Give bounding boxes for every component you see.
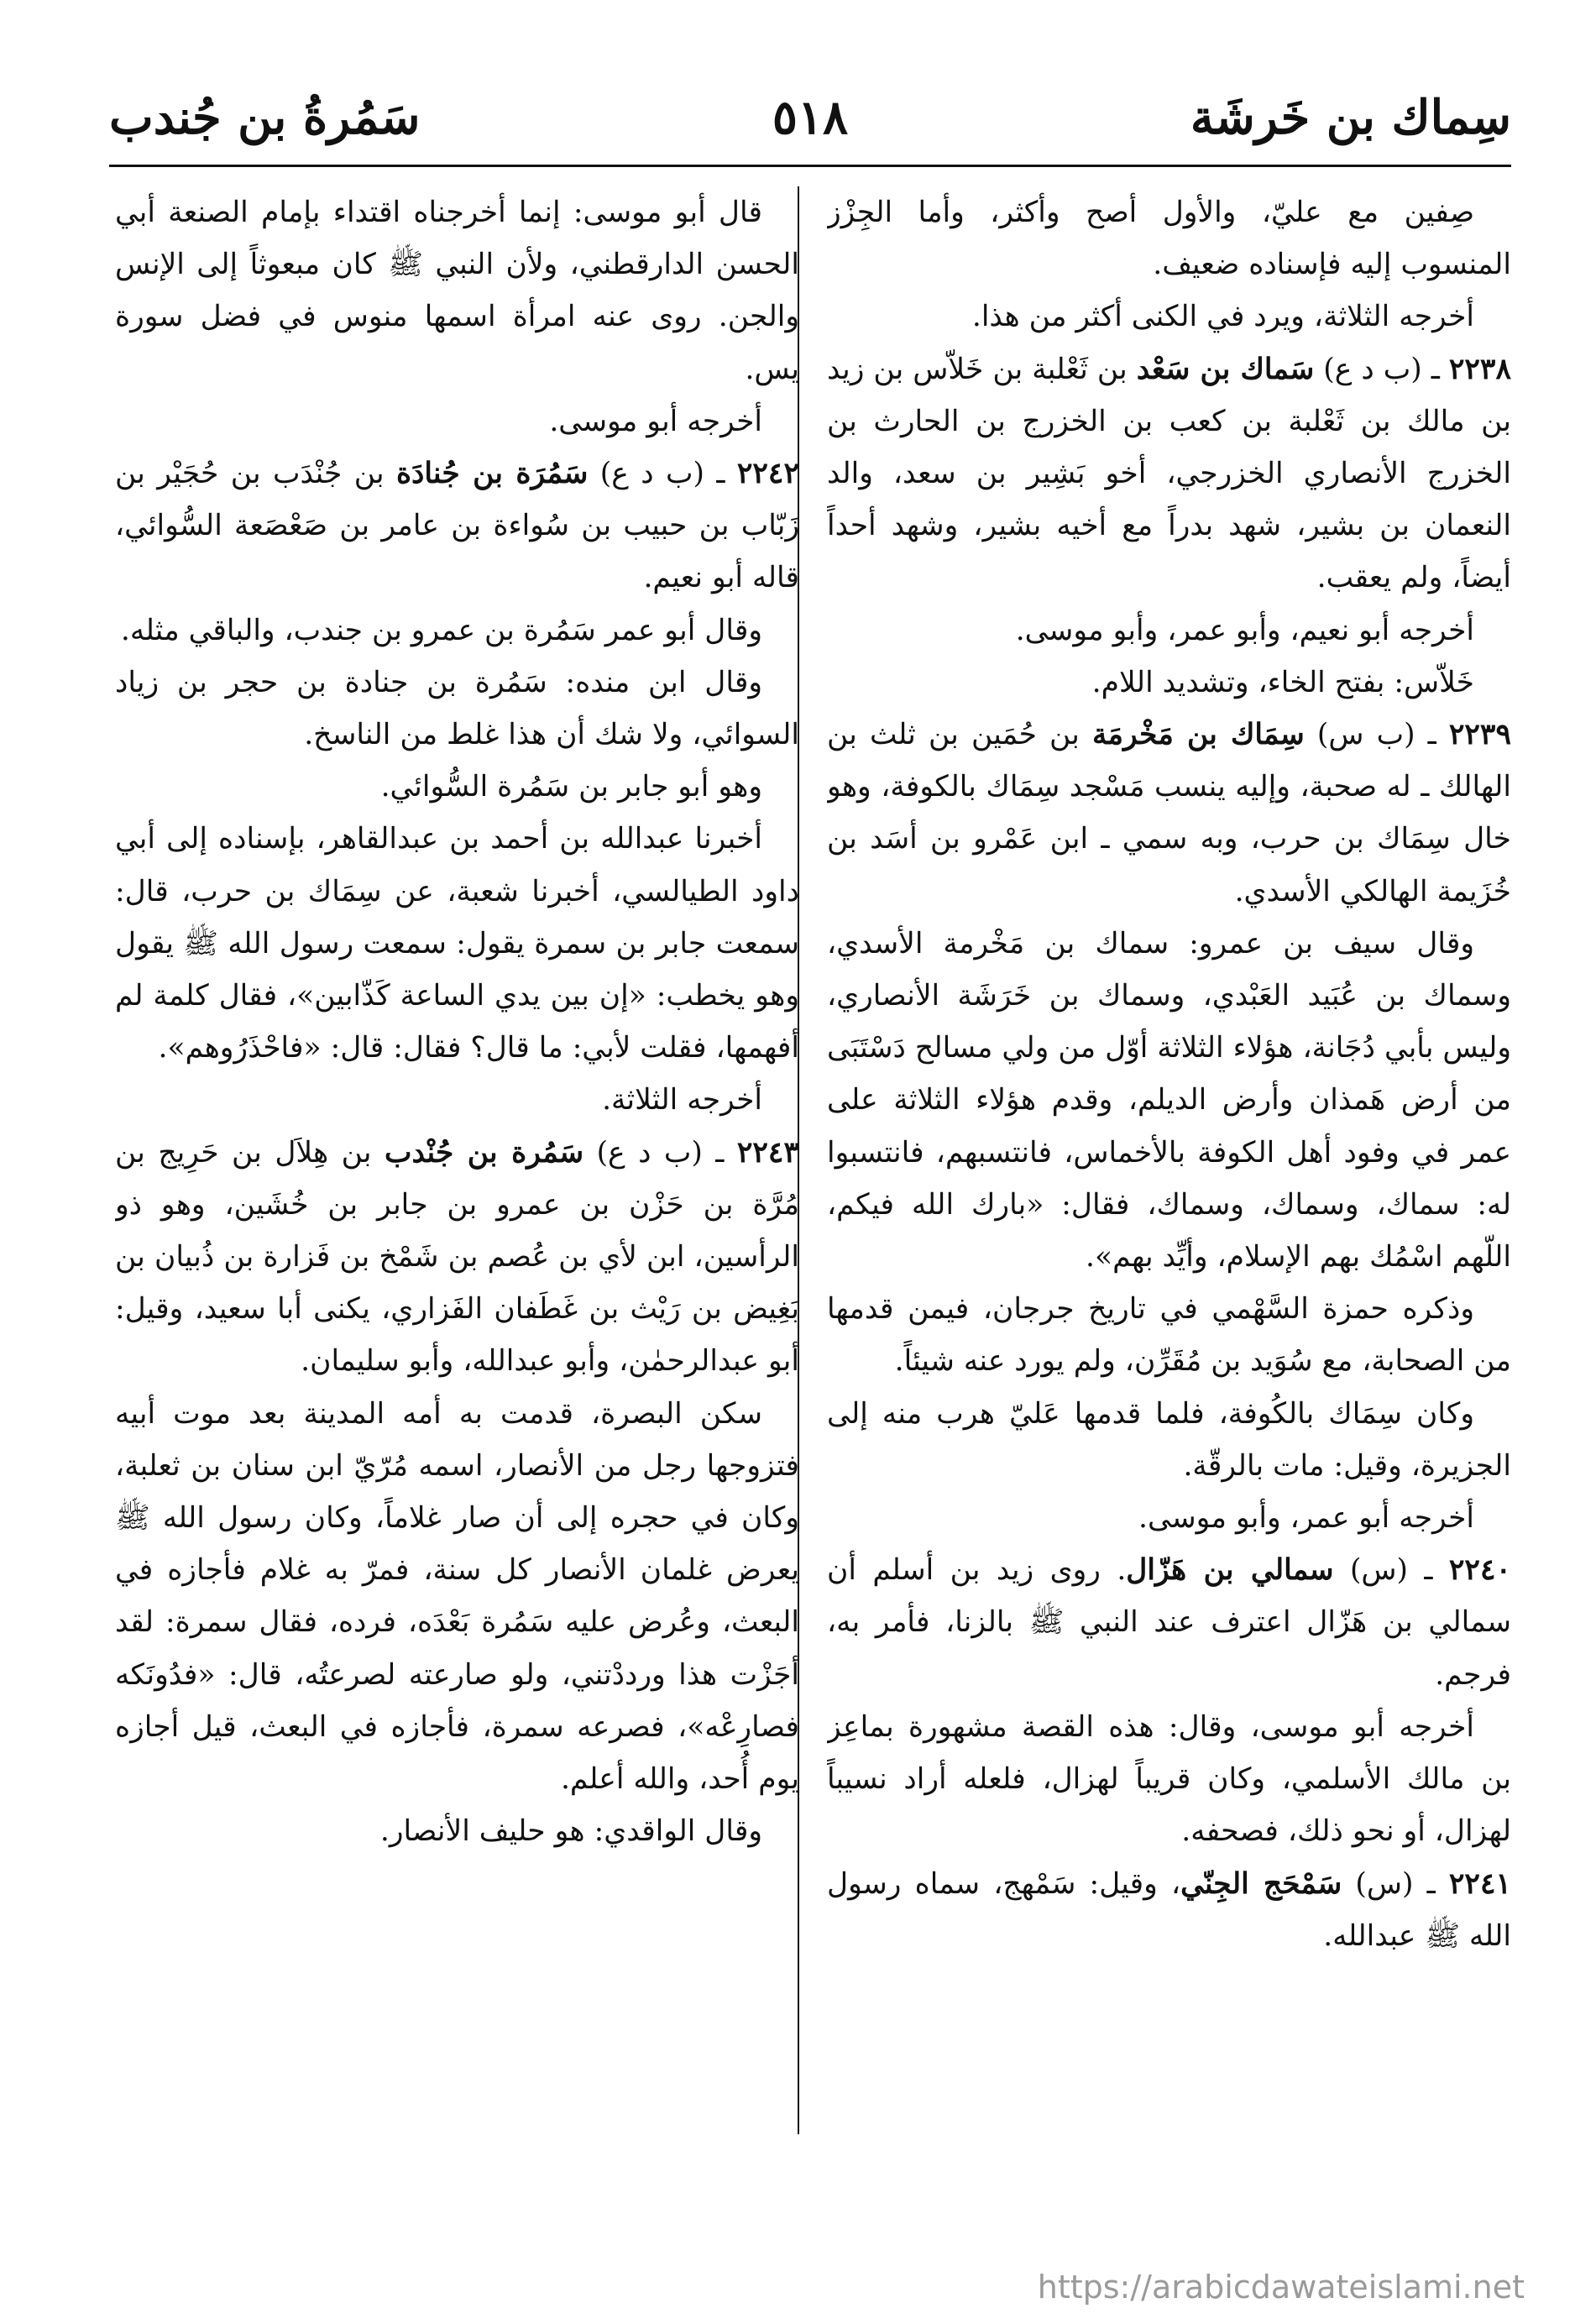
biography-entry	[827, 1544, 1511, 1701]
paragraph-text: أخرجه الثلاثة.	[602, 1083, 762, 1118]
paragraph-text: ، وقيل: سَمْهج، سماه رسول الله ﷺ عبدالله.	[827, 1866, 1511, 1953]
paragraph-text: وقال الواقدي: هو حليف الأنصار.	[379, 1814, 762, 1849]
paragraph-text: أخرجه أبو موسى، وقال: هذه القصة مشهورة بماعِز بن مالك الأسلمي، وكان قريباً لهزال، فلعله أراد نسيباً لهزال، أو نحو ذلك، فصحفه.	[827, 1709, 1511, 1849]
paragraph-text: أخرجه الثلاثة، ويرد في الكنى أكثر من هذا.	[971, 300, 1474, 334]
paragraph-text: أخبرنا عبدالله بن أحمد بن عبدالقاهر، بإسناده إلى أبي داود الطيالسي، أخبرنا شعبة، عن سِمَاك بن حرب، قال: سمعت جابر بن سمرة يقول: سمعت رسول الله ﷺ يقول وهو يخطب: «إن بين يدي الساعة كَذّابين»، فقال كلمة لم أفهمها، فقلت لأبي: ما قال؟ فقال: قال: «فاحْذَرُوهم».	[115, 822, 799, 1065]
page-header	[109, 80, 1511, 155]
paragraph	[827, 186, 1511, 290]
left-column	[115, 186, 799, 2151]
entry-name: سَمُرة بن جُنْدب	[384, 1135, 584, 1170]
paragraph	[115, 186, 799, 395]
biography-entry	[115, 448, 799, 605]
entry-number: ٢٢٤٢	[736, 457, 799, 491]
paragraph-text: قال أبو موسى: إنما أخرجناه اقتداء بإمام الصنعة أبي الحسن الدارقطني، ولأن النبي ﷺ كان مبعوثاً إلى الإنس والجن. روى عنه امرأة اسمها منوس في فضل سورة يس.	[115, 196, 799, 386]
entry-name: سَماك بن سَعْد	[1136, 352, 1315, 386]
paragraph-text: خَلاّس: بفتح الخاء، وتشديد اللام.	[1091, 665, 1474, 699]
entry-number: ٢٢٤٣	[736, 1135, 799, 1170]
entry-sources: ـ (ب د ع)	[583, 1135, 737, 1170]
paragraph	[115, 1074, 799, 1126]
paragraph-text: وقال سيف بن عمرو: سماك بن مَخْرمة الأسدي، وسماك بن عُبَيد العَبْدي، وسماك بن خَرَشَة الأنصاري، وليس بأبي دُجَانة، هؤلاء الثلاثة أوّل من ولي مسالح دَسْتَبَى من أرض هَمذان وأرض الديلم، وقدم هؤلاء الثلاثة على عمر في وفود أهل الكوفة بالأخماس، فانتسبهم، فانتسبوا له: سماك، وسماك، وسماك، فقال: «بارك الله فيكم، اللّهم اسْمُك بهم الإسلام، وأيِّد بهم».	[827, 926, 1511, 1275]
paragraph	[827, 290, 1511, 343]
paragraph-text: وقال أبو عمر سَمُرة بن عمرو بن جندب، والباقي مثله.	[120, 613, 762, 647]
biography-entry	[115, 1127, 799, 1388]
paragraph	[115, 761, 799, 813]
entry-number: ٢٢٤٠	[1448, 1553, 1511, 1588]
paragraph	[115, 395, 799, 448]
paragraph-text: أخرجه أبو موسى.	[549, 404, 762, 438]
paragraph	[115, 605, 799, 657]
paragraph-text: بن حُمَين بن ثلث بن الهالك ـ له صحبة، وإليه ينسب مَسْجد سِمَاك بالكوفة، وهو خال سِمَاك بن حرب، وبه سمي ـ ابن عَمْرو بن أسَد بن خُزَيمة الهالكي الأسدي.	[827, 718, 1511, 908]
paragraph	[827, 1701, 1511, 1858]
paragraph-text: بن ثَعْلبة بن خَلاّس بن زيد بن مالك بن ثَعْلبة بن كعب بن الخزرج بن الحارث بن الخزرج الأنصاري الخزرجي، أخو بَشِير بن سعد، والد النعمان بن بشير، شهد بدراً مع أخيه بشير، وشهد أحداً أيضاً، ولم يعقب.	[827, 352, 1511, 595]
paragraph	[827, 605, 1511, 657]
entry-number: ٢٢٣٨	[1448, 352, 1511, 386]
running-title-right: سِماك بن خَرشَة	[1190, 90, 1511, 145]
paragraph-text: أخرجه أبو نعيم، وأبو عمر، وأبو موسى.	[1015, 613, 1474, 647]
header-rule	[109, 165, 1511, 167]
paragraph	[827, 918, 1511, 1283]
entry-name: سمالي بن هَزّال	[1126, 1553, 1334, 1588]
entry-number: ٢٢٤١	[1448, 1866, 1511, 1901]
entry-name: سَمُرَة بن جُنادَة	[395, 457, 589, 491]
entry-sources: ـ (س)	[1333, 1553, 1449, 1588]
entry-sources: ـ (ب س)	[1304, 718, 1449, 752]
paragraph-text: بن هِلاَل بن حَرِيج بن مُرَّة بن حَزْن بن عمرو بن جابر بن خُشَين، وهو ذو الرأسين، ابن لأي بن عُصم بن شَمْخ بن فَزارة بن ذُبيان بن بَغِيض بن رَيْث بن غَطَفان الفَزاري، يكنى أبا سعيد، وقيل: أبو عبدالرحمٰن، وأبو عبدالله، وأبو سليمان.	[115, 1135, 799, 1379]
paragraph	[827, 1492, 1511, 1544]
paragraph	[827, 1283, 1511, 1387]
page-number: ٥١٨	[772, 90, 849, 145]
entry-sources: ـ (ب د ع)	[588, 457, 737, 491]
paragraph-text: سكن البصرة، قدمت به أمه المدينة بعد موت أبيه فتزوجها رجل من الأنصار، اسمه مُرّيّ ابن سنان بن ثعلبة، وكان في حجره إلى أن صار غلاماً، وكان رسول الله ﷺ يعرض غلمان الأنصار كل سنة، فمرّ به غلام فأجازه في البعث، وعُرض عليه سَمُرة بَعْدَه، فرده، فقال سمرة: لقد أجَزْت هذا ورددْتني، ولو صارعته لصرعتُه، قال: «فدُونَكه فصارِعْه»، فصرعه سمرة، فأجازه في البعث، قيل أجازه يوم أُحد، والله أعلم.	[115, 1396, 799, 1797]
paragraph	[115, 1388, 799, 1806]
paragraph	[115, 1805, 799, 1857]
paragraph	[115, 657, 799, 761]
entry-sources: ـ (س)	[1342, 1866, 1449, 1901]
paragraph-text: وقال ابن منده: سَمُرة بن جنادة بن حجر بن زياد السوائي، ولا شك أن هذا غلط من الناسخ.	[115, 665, 799, 752]
paragraph-text: وكان سِمَاك بالكُوفة، فلما قدمها عَليّ هرب منه إلى الجزيرة، وقيل: مات بالرقّة.	[827, 1396, 1511, 1483]
paragraph	[827, 657, 1511, 709]
paragraph-text: صِفين مع عليّ، والأول أصح وأكثر، وأما الجِزْز المنسوب إليه فإسناده ضعيف.	[827, 196, 1511, 282]
paragraph-text: وذكره حمزة السَّهْمي في تاريخ جرجان، فيمن قدمها من الصحابة، مع سُوَيد بن مُقَرِّن، ولم يورد عنه شيئاً.	[827, 1292, 1511, 1379]
paragraph-text: بن جُنْدَب بن حُجَيْر بن زَبّاب بن حبيب بن سُواءة بن عامر بن صَعْصَعة السُّوائي، قاله أبو نعيم.	[115, 457, 799, 595]
entry-number: ٢٢٣٩	[1448, 718, 1511, 752]
paragraph	[115, 813, 799, 1074]
biography-entry	[827, 1858, 1511, 1962]
right-column	[827, 186, 1511, 2151]
paragraph-text: . روى زيد بن أسلم أن سمالي بن هَزّال اعترف عند النبي ﷺ بالزنا، فأمر به، فرجم.	[827, 1553, 1511, 1692]
paragraph-text: وهو أبو جابر بن سَمُرة السُّوائي.	[380, 770, 762, 804]
paragraph	[827, 1388, 1511, 1492]
entry-sources: ـ (ب د ع)	[1314, 352, 1449, 386]
biography-entry	[827, 343, 1511, 605]
paragraph-text: أخرجه أبو عمر، وأبو موسى.	[1138, 1501, 1474, 1536]
running-title-left: سَمُرةُ بن جُندب	[109, 90, 421, 145]
entry-name: سَمْحَج الجِنّي	[1180, 1866, 1342, 1901]
entry-name: سِمَاك بن مَخْرمَة	[1092, 718, 1305, 752]
biography-entry	[827, 709, 1511, 918]
watermark-url[interactable]: https://arabicdawateislami.net	[1037, 2269, 1525, 2306]
